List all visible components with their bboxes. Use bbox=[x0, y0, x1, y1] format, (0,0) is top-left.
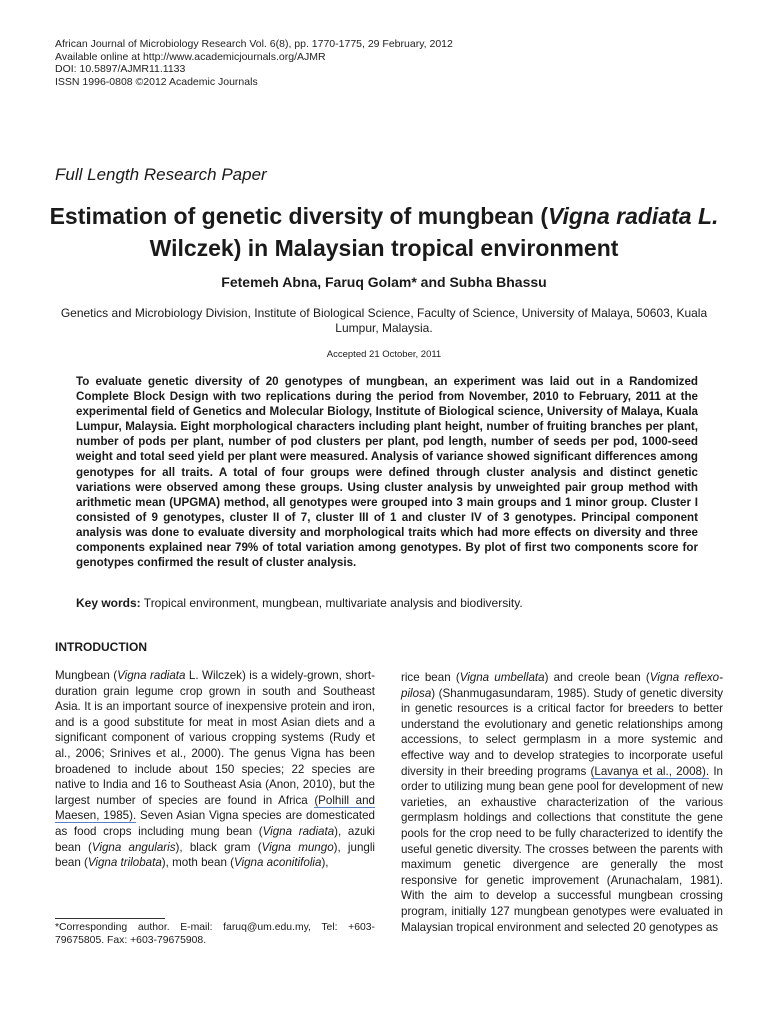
paper-type: Full Length Research Paper bbox=[55, 165, 267, 184]
authors: Fetemeh Abna, Faruq Golam* and Subha Bhassu bbox=[221, 274, 547, 290]
footnote-divider bbox=[55, 918, 165, 919]
issn: ISSN 1996-0808 ©2012 Academic Journals bbox=[55, 75, 258, 88]
body-column-left bbox=[55, 668, 375, 871]
keywords bbox=[76, 596, 698, 610]
text: Mungbean ( bbox=[55, 669, 118, 682]
affiliation: Genetics and Microbiology Division, Institute of Biological Science, Faculty of Science, University of Malaya, 50603, Kuala Lumpur, Malaysia. bbox=[60, 306, 708, 335]
text: ), jungli bean ( bbox=[55, 840, 376, 870]
species-name: Vigna trilobata bbox=[87, 856, 162, 870]
title-part1: Estimation of genetic diversity of mungbean ( bbox=[49, 203, 548, 229]
species-name: Vigna radiata bbox=[117, 669, 186, 682]
journal-header bbox=[55, 38, 453, 88]
text: ) and creole bean ( bbox=[544, 671, 650, 684]
species-name: Vigna aconitifolia bbox=[233, 856, 322, 870]
body-column-right bbox=[401, 670, 723, 935]
text: Seven Asian Vigna species are domesticated as food crops including mung bean ( bbox=[55, 809, 376, 838]
species-name: Vigna angularis bbox=[91, 840, 176, 854]
keywords-label: Key words: bbox=[76, 596, 141, 610]
text: ), black gram ( bbox=[175, 840, 262, 854]
text: ) (Shanmugasundaram, 1985). Study of genetic diversity in genetic resources is a critical factor for breeders to better understand the evolutionary and genetic relationships among accessions, to select germplasm in a more systemic and effective way and to develop strategies to incorporate useful diversity in their breeding programs bbox=[401, 686, 723, 778]
text: rice bean ( bbox=[401, 671, 460, 684]
journal-url: Available online at http://www.academicjournals.org/AJMR bbox=[55, 50, 326, 63]
reference-link[interactable]: (Polhill and Maesen, 1985). bbox=[55, 793, 376, 823]
text: In order to utilizing mung bean gene pool for development of new varieties, an exhaustive characterization of the various germplasm holdings and collections that constitute the gene pools for the crop need to be fully characterized to identify the useful genetic diversity. The crosses between the parents with maximum genetic divergence are generally the most responsive for genetic improvement (Arunachalam, 1981). With the aim to develop a successful mungbean crossing program, initially 127 mungbean genotypes were evaluated in Malaysian tropical environment and selected 20 genotypes as bbox=[401, 764, 724, 934]
reference-link[interactable]: (Lavanya et al., 2008). bbox=[590, 764, 710, 778]
text: L. Wilczek) is a widely-grown, short-duration grain legume crop grown in south and Southeast Asia. It is an important source of inexpensive protein and iron, and is a good substitute for meat in most Asian diets and a significant component of various cropping systems (Rudy et al., 2006; Srinives et al., 2000). The genus Vigna has been broadened to include about 150 species; 22 species are native to India and 16 to Southeast Asia (Anon, 2010), but the largest number of species are found in Africa bbox=[55, 669, 375, 807]
journal-citation: African Journal of Microbiology Research Vol. 6(8), pp. 1770-1775, 29 February, 2012 bbox=[55, 38, 453, 50]
species-name: Vigna reflexo-pilosa bbox=[401, 671, 723, 700]
accepted-date: Accepted 21 October, 2011 bbox=[326, 349, 442, 360]
species-name: Vigna radiata bbox=[262, 824, 335, 838]
corresponding-author-footnote: *Corresponding author. E-mail: faruq@um.edu.my, Tel: +603-79675805. Fax: +603-79675908. bbox=[55, 922, 375, 946]
text: ), azuki bean ( bbox=[55, 824, 375, 854]
title-italic: Vigna radiata L. bbox=[547, 203, 719, 229]
abstract: To evaluate genetic diversity of 20 genotypes of mungbean, an experiment was laid out in a Randomized Complete Block Design with two replications during the period from November, 2010 to February, 2011 at the experimental field of Genetics and Molecular Biology, Institute of Biological science, University of Malaya, Kuala Lumpur, Malaysia. Eight morphological characters including plant height, number of fruiting branches per plant, number of pods per plant, number of pod clusters per plant, pod length, number of seeds per pod, 1000-seed weight and total seed yield per plant were measured. Analysis of variance showed significant differences among genotypes for all traits. A total of four groups were defined through cluster analysis and distinct genetic variations were observed among these groups. Using cluster analysis by unweighted pair group method with arithmetic mean (UPGMA) method, all genotypes were grouped into 3 main groups and 1 minor group. Cluster I consisted of 9 genotypes, cluster II of 7, cluster III of 1 and cluster IV of 3 genotypes. Principal component analysis was done to evaluate diversity and morphological traits which had more effects on diversity and three components explained near 79% of total variation among genotypes. By plot of first two components score for genotypes confirmed the result of cluster analysis. bbox=[76, 375, 698, 570]
species-name: Vigna umbellata bbox=[459, 671, 545, 684]
text: ), moth bean ( bbox=[161, 856, 234, 870]
keywords-text: Tropical environment, mungbean, multivariate analysis and biodiversity. bbox=[140, 596, 523, 610]
title-part2: Wilczek) in Malaysian tropical environment bbox=[149, 235, 619, 261]
section-heading-introduction: INTRODUCTION bbox=[55, 640, 147, 654]
doi: DOI: 10.5897/AJMR11.1133 bbox=[55, 63, 186, 75]
paper-title bbox=[40, 200, 728, 264]
text: ), bbox=[321, 856, 329, 870]
species-name: Vigna mungo bbox=[261, 840, 334, 854]
